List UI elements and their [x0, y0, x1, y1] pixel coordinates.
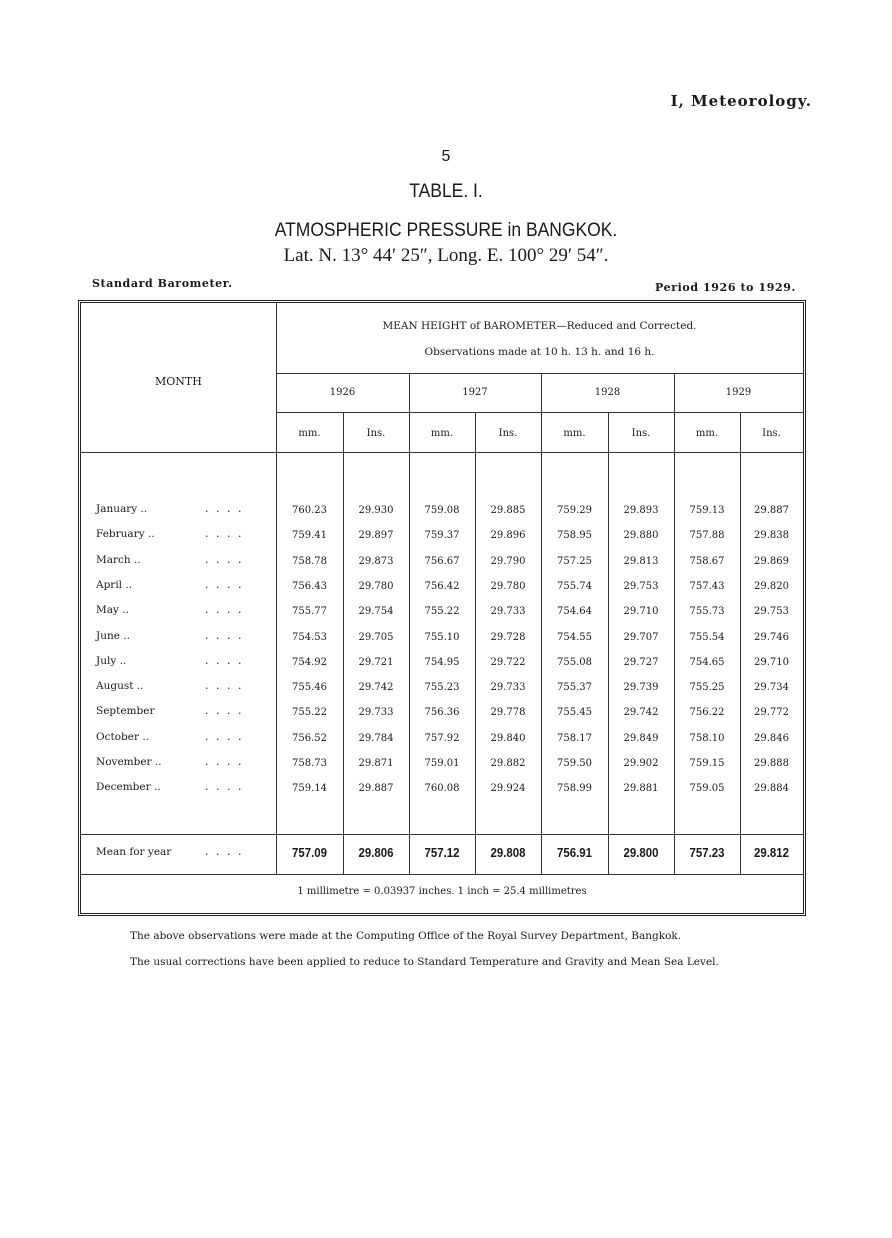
table-cell: 29.753: [754, 606, 789, 618]
table-cell: 29.885: [490, 505, 526, 516]
table-cell: 29.813: [623, 555, 659, 567]
table-heading-obs: Observations made at 10 h. 13 h. and 16 h.: [424, 346, 655, 358]
period-caption: Period 1926 to 1929.: [655, 281, 796, 294]
table-cell: 759.41: [292, 530, 327, 542]
table-cell: 29.728: [490, 631, 526, 643]
leader-dots: . . . .: [205, 653, 244, 667]
mean-value: 29.808: [490, 845, 526, 860]
table-cell: 755.46: [292, 682, 327, 694]
table-cell: 29.924: [490, 783, 526, 795]
month-name: November ..: [96, 756, 162, 768]
table-cell: 29.846: [754, 732, 789, 744]
table-cell: 758.95: [557, 530, 592, 542]
table-cell: 29.871: [358, 758, 394, 769]
table-cell: 29.882: [490, 758, 526, 769]
mean-value: 29.806: [358, 845, 394, 860]
month-name: January ..: [96, 503, 148, 515]
rule-unit-divider: [608, 412, 609, 874]
table-cell: 759.01: [424, 758, 460, 769]
table-cell: 757.92: [424, 732, 460, 744]
month-name: August ..: [96, 680, 144, 693]
table-cell: 29.742: [358, 682, 394, 694]
rule-1927-col: [409, 373, 410, 874]
table-cell: 759.13: [689, 505, 725, 516]
table-cell: 759.29: [557, 505, 592, 516]
table-cell: 759.50: [557, 758, 592, 769]
rule-unit-divider: [475, 412, 476, 874]
unit-ins-header: Ins.: [498, 428, 518, 439]
month-name: March ..: [96, 553, 141, 566]
table-cell: 758.73: [292, 758, 327, 769]
table-cell: 29.820: [754, 580, 789, 592]
table-cell: 755.23: [424, 682, 460, 694]
mean-value: 29.812: [753, 845, 789, 860]
leader-dots: . . . .: [205, 552, 244, 566]
table-cell: 29.707: [623, 631, 659, 643]
table-cell: 755.73: [689, 606, 725, 618]
rule-1929-col: [674, 373, 675, 874]
table-cell: 29.869: [754, 555, 789, 567]
table-cell: 756.22: [689, 707, 725, 719]
leader-dots: . . . .: [205, 577, 244, 591]
table-cell: 754.65: [689, 656, 725, 668]
table-label: TABLE. I.: [409, 181, 483, 202]
month-name: June ..: [96, 629, 130, 642]
table-cell: 29.772: [754, 707, 789, 719]
leader-dots: . . . .: [205, 729, 244, 743]
table-cell: 759.15: [689, 758, 725, 769]
month-name: December ..: [96, 781, 161, 794]
leader-dots: . . . .: [205, 603, 244, 617]
table-cell: 29.742: [623, 707, 659, 719]
table-cell: 757.43: [689, 580, 725, 592]
leader-dots: . . . .: [205, 502, 244, 515]
month-name: May ..: [96, 604, 129, 617]
table-cell: 29.746: [754, 631, 789, 643]
month-name: April ..: [96, 578, 133, 591]
table-cell: 29.780: [490, 580, 526, 592]
table-cell: 755.54: [689, 631, 725, 643]
table-cell: 760.08: [424, 783, 460, 795]
footnote-corrections: The usual corrections have been applied to reduce to Standard Temperature and Gravity and Mean Sea Level.: [130, 956, 719, 968]
year-header: 1927: [462, 387, 488, 398]
table-cell: 29.930: [358, 505, 394, 516]
table-cell: 755.25: [689, 682, 725, 694]
table-cell: 755.74: [557, 580, 592, 592]
rule-units-top: [276, 412, 803, 413]
conversion-note: 1 millimetre = 0.03937 inches. 1 inch = 25.4 millimetres: [297, 886, 587, 897]
mean-value: 757.23: [689, 845, 725, 860]
leader-dots: . . . .: [205, 780, 244, 794]
table-cell: 754.92: [292, 656, 327, 668]
table-cell: 29.754: [358, 606, 394, 618]
unit-mm-header: mm.: [430, 428, 454, 439]
table-cell: 29.733: [358, 707, 394, 719]
leader-dots: . . . .: [205, 628, 244, 642]
leader-dots: . . . .: [205, 704, 244, 718]
table-cell: 29.840: [490, 732, 526, 744]
table-cell: 29.880: [623, 530, 659, 542]
year-header: 1928: [594, 387, 621, 398]
table-cell: 757.88: [689, 530, 725, 542]
table-cell: 756.52: [292, 732, 327, 744]
table-cell: 29.710: [754, 656, 789, 668]
table-cell: 758.99: [557, 783, 592, 795]
table-cell: 29.887: [754, 505, 789, 516]
table-cell: 755.77: [292, 606, 327, 618]
unit-mm-header: mm.: [563, 428, 586, 439]
table-cell: 756.42: [424, 580, 460, 592]
table-cell: 758.17: [557, 732, 592, 744]
table-cell: 29.733: [490, 682, 526, 694]
rule-unit-divider: [740, 412, 741, 874]
table-cell: 760.23: [292, 505, 327, 516]
table-cell: 758.78: [292, 555, 327, 567]
section-header: I, Meteorology.: [670, 92, 812, 110]
rule-years-top: [276, 373, 803, 374]
rule-mean-top: [81, 834, 803, 835]
table-cell: 29.722: [490, 656, 526, 668]
unit-mm-header: mm.: [695, 428, 719, 439]
table-cell: 754.53: [292, 631, 327, 643]
table-cell: 755.22: [292, 707, 327, 719]
mean-row-label: Mean for year: [96, 846, 172, 858]
table-cell: 29.881: [623, 783, 659, 795]
table-cell: 29.710: [623, 606, 659, 618]
table-cell: 755.10: [424, 631, 460, 643]
table-cell: 29.893: [623, 505, 659, 516]
rule-mean-bottom: [81, 874, 803, 875]
table-cell: 755.22: [424, 606, 460, 618]
table-cell: 29.753: [623, 580, 659, 592]
table-cell: 29.902: [623, 758, 659, 769]
table-cell: 754.95: [424, 656, 460, 668]
table-subtitle: Lat. N. 13° 44′ 25″, Long. E. 100° 29′ 54″.: [283, 245, 609, 266]
table-cell: 757.25: [557, 555, 592, 567]
table-cell: 29.739: [623, 682, 659, 694]
table-cell: 29.734: [754, 682, 789, 694]
table-cell: 29.873: [358, 555, 394, 567]
table-cell: 755.08: [557, 656, 592, 668]
table-cell: 29.849: [623, 732, 659, 744]
mean-value: 756.91: [556, 845, 592, 860]
unit-ins-header: Ins.: [762, 428, 781, 439]
table-cell: 29.733: [490, 606, 526, 618]
table-cell: 754.64: [557, 606, 592, 618]
unit-ins-header: Ins.: [366, 428, 386, 439]
month-name: September: [96, 705, 155, 718]
month-name: February ..: [96, 528, 155, 541]
year-header: 1929: [725, 387, 752, 398]
mean-value: 757.09: [291, 845, 327, 860]
unit-ins-header: Ins.: [631, 428, 651, 439]
table-cell: 29.896: [490, 530, 526, 542]
table-heading-main: MEAN HEIGHT of BAROMETER—Reduced and Corrected.: [382, 320, 697, 332]
year-header: 1926: [329, 387, 356, 398]
table-cell: 755.37: [557, 682, 592, 694]
rule-header-bottom: [81, 452, 803, 453]
leader-dots: . . . .: [205, 527, 244, 541]
month-column-header: MONTH: [155, 375, 202, 388]
rule-unit-divider: [343, 412, 344, 874]
table-cell: 29.887: [358, 783, 394, 795]
table-cell: 29.780: [358, 580, 394, 592]
table-cell: 758.10: [689, 732, 725, 744]
footnote-observations: The above observations were made at the Computing Office of the Royal Survey Department, Bangkok.: [130, 930, 682, 942]
table-cell: 29.784: [358, 732, 394, 744]
table-cell: 758.67: [689, 555, 725, 567]
table-cell: 755.45: [557, 707, 592, 719]
table-cell: 29.790: [490, 555, 526, 567]
table-cell: 756.43: [292, 580, 327, 592]
table-cell: 759.05: [689, 783, 725, 795]
table-cell: 29.705: [358, 631, 394, 643]
unit-mm-header: mm.: [298, 428, 321, 439]
leader-dots: . . . .: [205, 755, 244, 768]
table-cell: 29.888: [754, 758, 789, 769]
mean-value: 29.800: [623, 845, 659, 860]
mean-value: 757.12: [424, 845, 460, 860]
leader-dots: . . . .: [205, 679, 244, 693]
table-cell: 29.721: [358, 656, 394, 668]
table-cell: 29.838: [754, 530, 789, 542]
table-title: ATMOSPHERIC PRESSURE in BANGKOK.: [274, 220, 618, 241]
table-cell: 29.727: [623, 656, 659, 668]
rule-1928-col: [541, 373, 542, 874]
table-cell: 759.08: [424, 505, 460, 516]
page-number: 5: [441, 148, 451, 165]
month-name: October ..: [96, 730, 149, 743]
table-cell: 756.67: [424, 555, 460, 567]
table-cell: 754.55: [557, 631, 592, 643]
month-name: July ..: [96, 654, 127, 667]
table-cell: 29.884: [754, 783, 789, 795]
table-cell: 29.897: [358, 530, 394, 542]
instrument-caption: Standard Barometer.: [92, 277, 233, 290]
leader-dots: . . . .: [205, 845, 244, 858]
table-cell: 756.36: [424, 707, 460, 719]
table-cell: 29.778: [490, 707, 526, 719]
table-cell: 759.37: [424, 530, 460, 542]
table-cell: 759.14: [292, 783, 327, 795]
